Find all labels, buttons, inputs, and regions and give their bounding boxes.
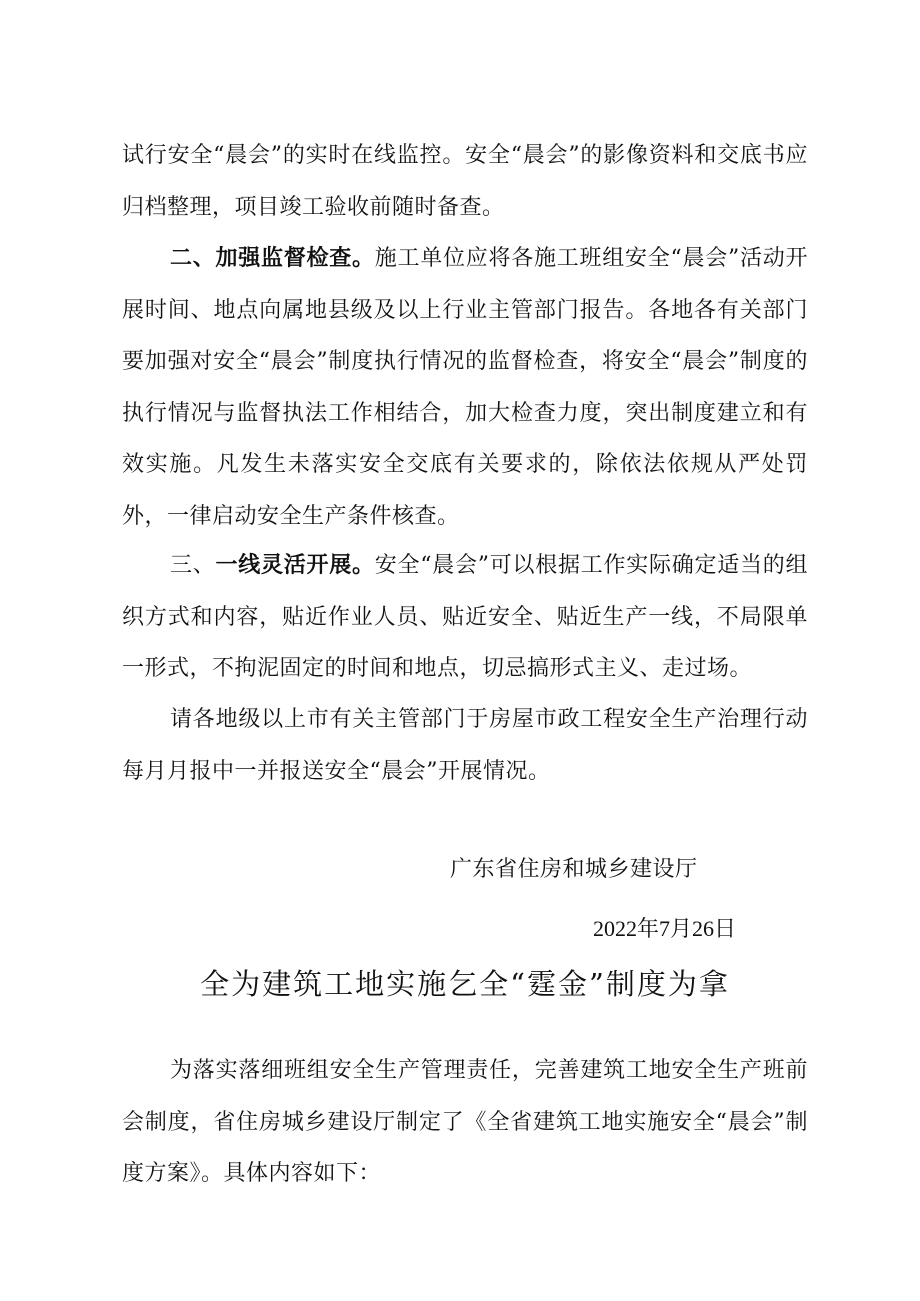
closing-paragraph bbox=[122, 694, 808, 797]
continuation-paragraph bbox=[122, 130, 808, 233]
intro-paragraph bbox=[122, 1045, 808, 1200]
section-2-paragraph bbox=[122, 233, 808, 542]
intro-text: 为落实落细班组安全生产管理责任，完善建筑工地安全生产班前会制度，省住房城乡建设厅制定了《全省建筑工地实施安全“晨会”制度方案》。具体内容如下： bbox=[122, 1058, 808, 1186]
section-2-body: 施工单位应将各施工班组安全“晨会”活动开展时间、地点向属地县级及以上行业主管部门报告。各地各有关部门要加强对安全“晨会”制度执行情况的监督检查，将安全“晨会”制度的执行情况与监督执法工作相结合，加大检查力度，突出制度建立和有效实施。凡发生未落实安全交底有关要求的，除依法依规从严处罚外，一律启动安全生产条件核查。 bbox=[122, 246, 808, 529]
section-3-paragraph bbox=[122, 540, 808, 695]
section-3-heading: 一线灵活开展。 bbox=[215, 552, 375, 578]
closing-text: 请各地级以上市有关主管部门于房屋市政工程安全生产治理行动每月月报中一并报送安全“晨会”开展情况。 bbox=[122, 707, 808, 784]
signature-organization: 广东省住房和城乡建设厅 bbox=[450, 857, 698, 882]
document-title: 全为建筑工地实施乞全“霆金”制度为拿 bbox=[200, 967, 730, 1001]
continuation-text: 试行安全“晨会”的实时在线监控。安全“晨会”的影像资料和交底书应归档整理，项目竣工验收前随时备查。 bbox=[122, 143, 808, 220]
section-3-body: 安全“晨会”可以根据工作实际确定适当的组织方式和内容，贴近作业人员、贴近安全、贴近生产一线，不局限单一形式，不拘泥固定的时间和地点，切忌搞形式主义、走过场。 bbox=[122, 553, 808, 681]
section-3-heading-prefix: 三、 bbox=[170, 553, 216, 578]
signature-date: 2022年7月26日 bbox=[593, 916, 737, 941]
section-2-heading: 二、加强监督检查。 bbox=[170, 245, 375, 271]
